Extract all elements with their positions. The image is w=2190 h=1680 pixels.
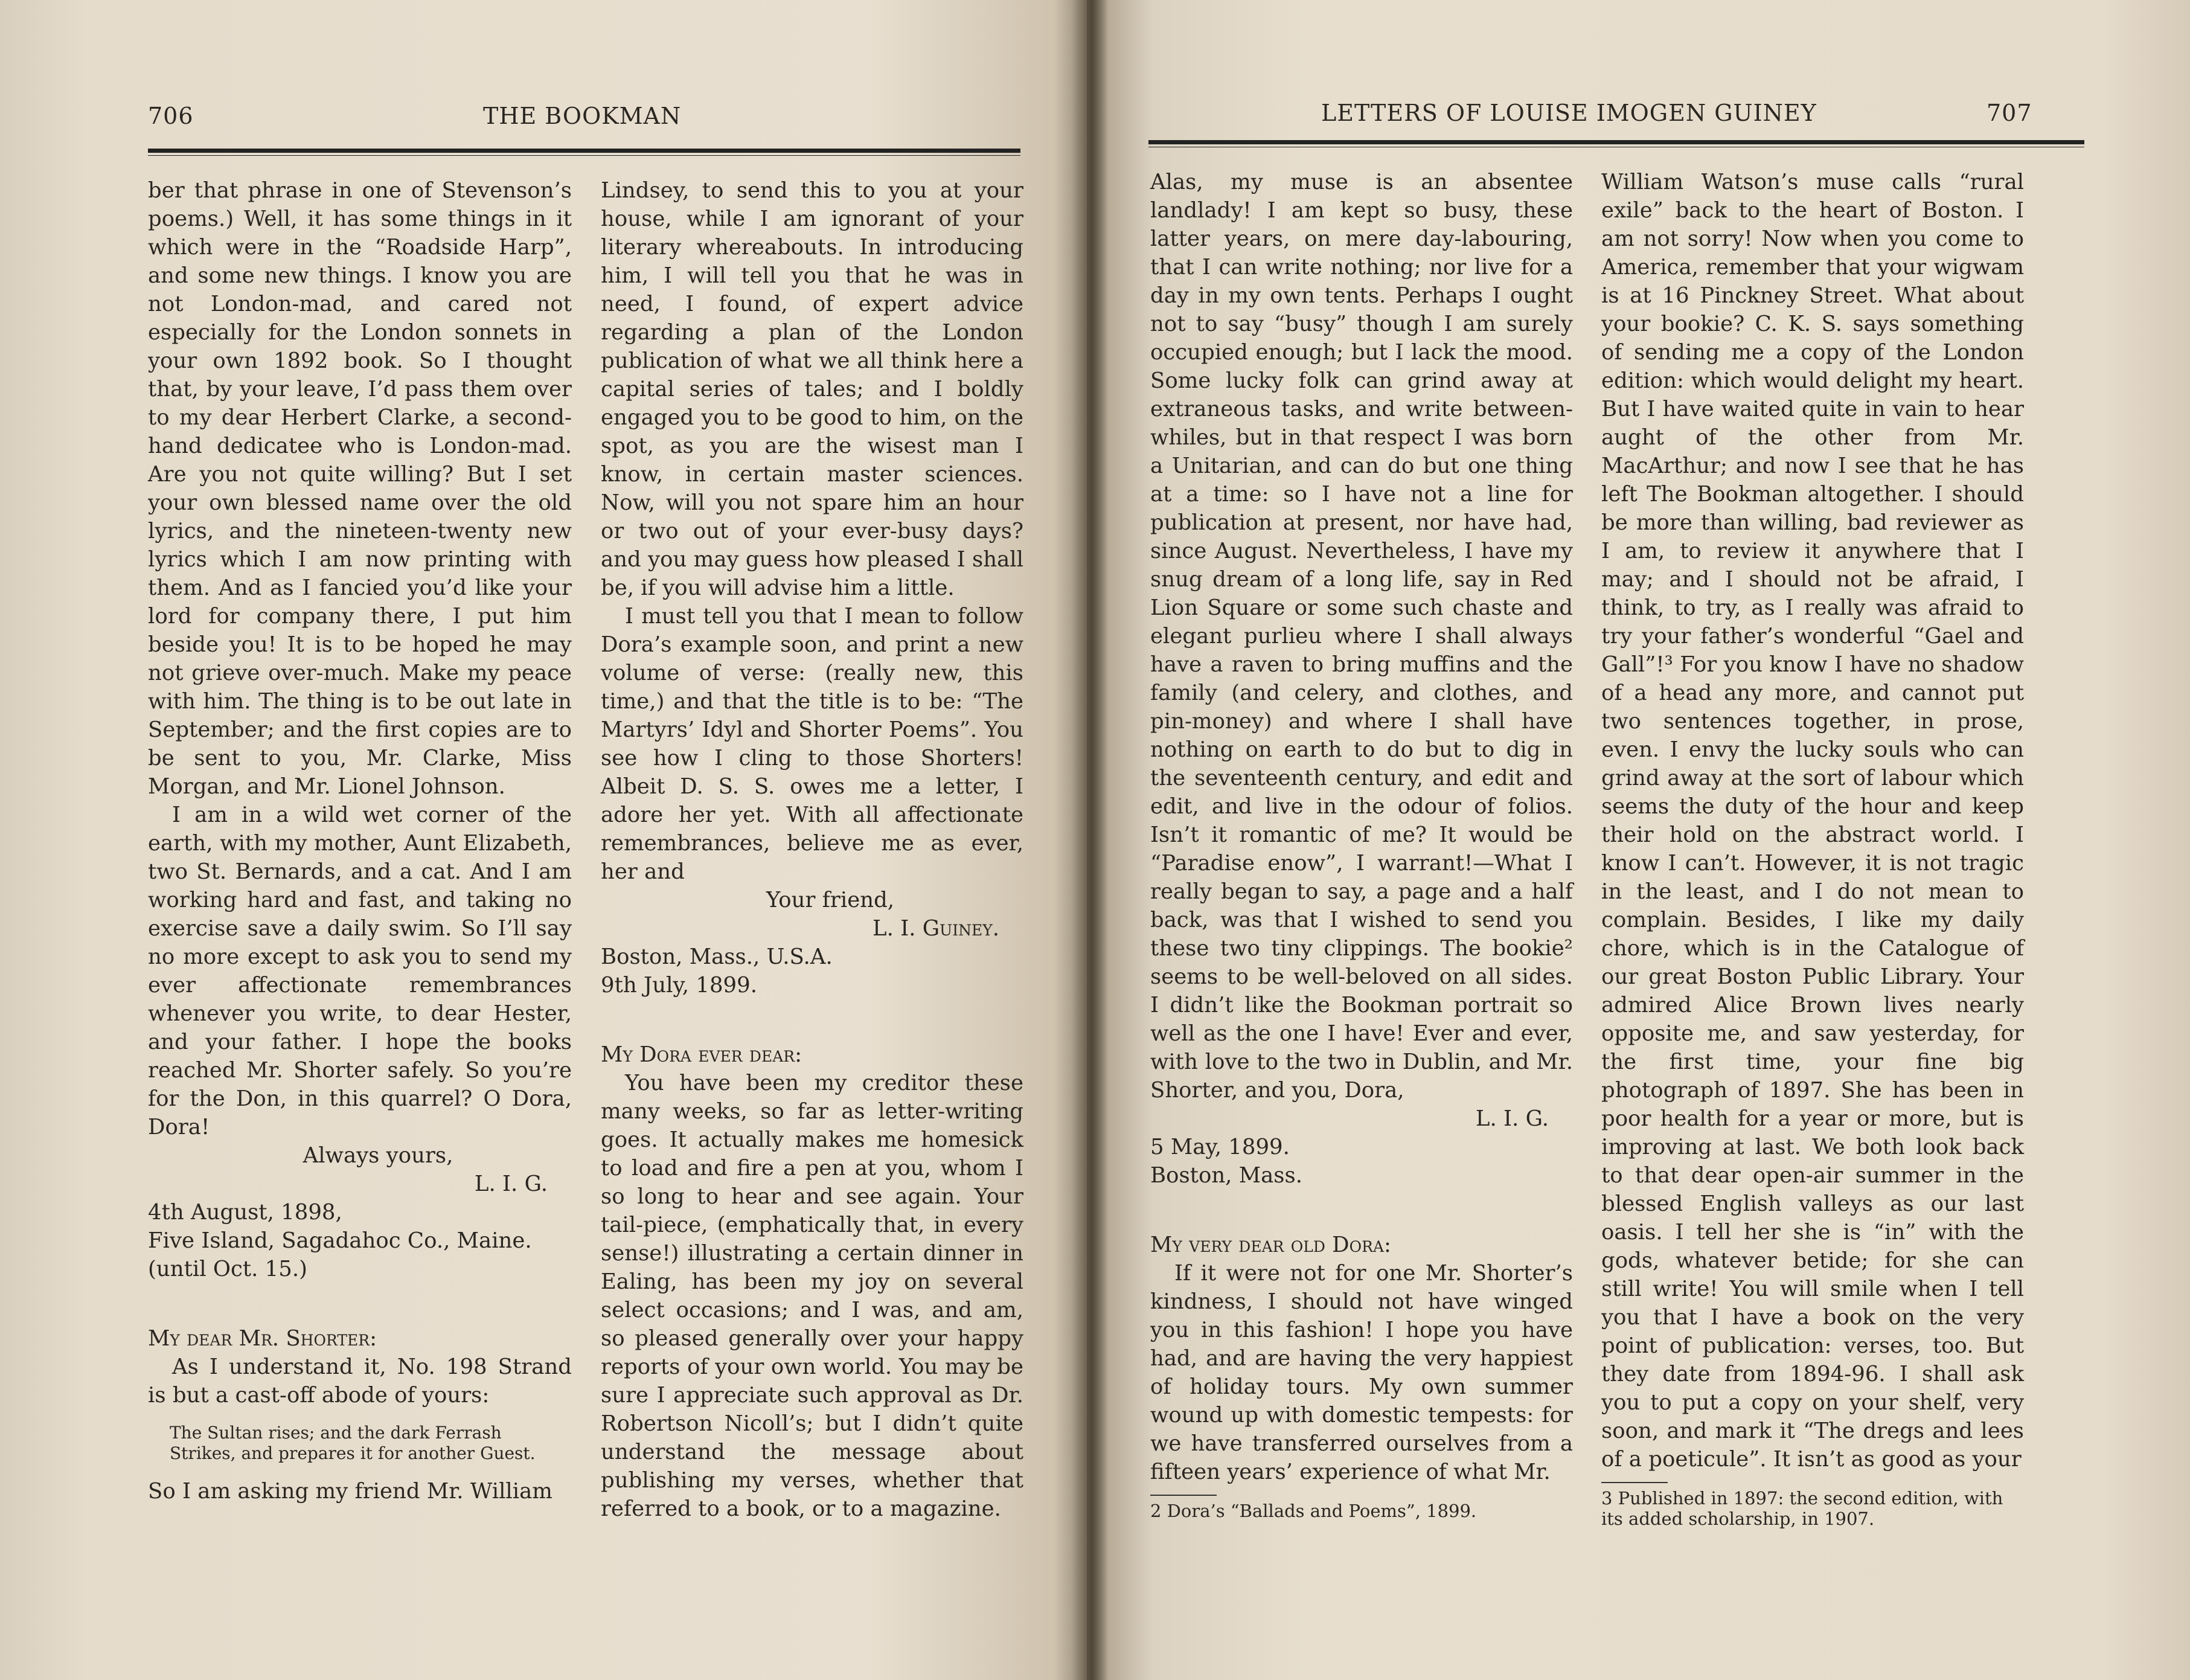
footnote: 3 Published in 1897: the second edition, with its added scholarship, in 1907. [1601, 1488, 2003, 1529]
paragraph: Lindsey, to send this to you at your house, while I am ignorant of your literary whereabouts. In introducing him, I will tell you that he was in need, I found, of expert advice regarding a plan of the London publication of what we all think here a capital series of tales; and I boldly engaged you to be good to him, on the spot, as you are the wisest man I know, in certain master sciences. Now, will you not spare him an hour or two out of your ever-busy days? and you may guess how pleased I shall be, if you will advise him a little. [601, 178, 1023, 600]
letter-date: 9th July, 1899. [601, 973, 757, 998]
header-rule [1148, 140, 2084, 147]
left-page [0, 0, 1087, 1680]
right-column-2 [1601, 168, 2024, 1529]
paragraph: So I am asking my friend Mr. William [148, 1479, 552, 1504]
paragraph: If it were not for one Mr. Shorter’s kindness, I should not have winged you in this fashion! I hope you have had, and are having the very happiest of holiday tours. My own summer wound up with domestic tempests: for we have transferred ourselves from a fifteen years’ experience of what Mr. [1150, 1261, 1573, 1484]
paragraph: Alas, my muse is an absentee landlady! I am kept so busy, these latter years, on mere day-labouring, that I can write nothing; nor live for a day in my own tents. Perhaps I ought not to say “busy” though I am surely occupied enough; but I lack the mood. Some lucky folk can grind away at extraneous tasks, and write between-whiles, but in that respect I was born a Unitarian, and can do but one thing at a time: so I have not a line for publication at present, nor have had, since August. Nevertheless, I have my snug dream of a long life, say in Red Lion Square or some such chaste and elegant purlieu where I shall always have a raven to bring muffins and the family (and celery, and clothes, and pin-money) and where I shall have nothing on earth to do but to dig in the seventeenth century, and edit and edit, and live in the odour of folios. Isn’t it romantic of me? It would be “Paradise enow”, I warrant!—What I really began to say, a page and a half back, was that I wished to send you these two tiny clippings. The bookie² seems to be well-beloved on all sides. I didn’t like the Bookman portrait so well as the one I have! Ever and ever, with love to the two in Dublin, and Mr. Shorter, and you, Dora, [1150, 170, 1573, 1103]
letter-closing: Always yours, [303, 1143, 453, 1168]
letter-signature: L. I. Guiney. [872, 916, 999, 941]
footnote: 2 Dora’s “Ballads and Poems”, 1899. [1150, 1501, 1477, 1521]
letter-signature: L. I. G. [1475, 1106, 1549, 1131]
verse-line: Strikes, and prepares it for another Guest. [170, 1443, 536, 1463]
header-rule [148, 149, 1020, 156]
letter-date: 5 May, 1899. [1150, 1135, 1290, 1159]
letter-salutation: My Dora ever dear: [601, 1042, 802, 1067]
paragraph: As I understand it, No. 198 Strand is but a cast-off abode of yours: [148, 1355, 572, 1408]
footnote-rule [1601, 1482, 1668, 1483]
letter-closing: Your friend, [766, 888, 895, 912]
verse-line: The Sultan rises; and the dark Ferrash [170, 1423, 502, 1443]
left-column-1 [148, 176, 572, 1505]
letter-date: 4th August, 1898, [148, 1200, 342, 1225]
running-head: THE BOOKMAN [483, 103, 682, 129]
paragraph: You have been my creditor these many weeks, so far as letter-writing goes. It actually makes me homesick to load and fire a pen at you, whom I so long to hear and see again. Your tail-piece, (emphatically that, in every sense!) illustrating a certain dinner in Ealing, has been my joy on several select occasions; and I was, and am, so pleased generally over your happy reports of your own world. You may be sure I appreciate such approval as Dr. Robertson Nicoll’s; but I didn’t quite understand the message about publishing my verses, whether that referred to a book, or to a magazine. [601, 1071, 1023, 1521]
letter-salutation: My dear Mr. Shorter: [148, 1326, 377, 1351]
letter-until: (until Oct. 15.) [148, 1257, 307, 1281]
right-page [1087, 0, 2190, 1680]
left-column-2 [601, 176, 1023, 1523]
right-column-1 [1150, 168, 1573, 1521]
footnote-rule [1150, 1495, 1217, 1496]
paragraph: ber that phrase in one of Stevenson’s poems.) Well, it has some things in it which were in the “Roadside Harp”, and some new things. I know you are not London-mad, and cared not especially for the London sonnets in your own 1892 book. So I thought that, by your leave, I’d pass them over to my dear Herbert Clarke, a second-hand dedicatee who is London-mad. Are you not quite willing? But I set your own blessed name over the old lyrics, and the nineteen-twenty new lyrics which I am now printing with them. And as I fancied you’d like your lord for company there, I put him beside you! It is to be hoped he may not grieve over-much. Make my peace with him. The thing is to be out late in September; and the first copies are to be sent to you, Mr. Clarke, Miss Morgan, and Mr. Lionel Johnson. [148, 178, 572, 799]
letter-place: Boston, Mass. [1150, 1163, 1302, 1188]
running-head: LETTERS OF LOUISE IMOGEN GUINEY [1321, 100, 1817, 126]
page-number: 706 [148, 103, 194, 129]
verse-quotation [170, 1423, 572, 1464]
book-gutter [1072, 0, 1108, 1680]
paragraph: I am in a wild wet corner of the earth, with my mother, Aunt Elizabeth, two St. Bernards, and a cat. And I am working hard and fast, and taking no exercise save a daily swim. So I’ll say no more except to ask you to send my ever affectionate remembrances whenever you write, to dear Hester, and your father. I hope the books reached Mr. Shorter safely. So you’re for the Don, in this quarrel? O Dora, Dora! [148, 803, 572, 1140]
letter-signature: L. I. G. [474, 1172, 548, 1196]
letter-place: Five Island, Sagadahoc Co., Maine. [148, 1228, 532, 1253]
letter-salutation: My very dear old Dora: [1150, 1233, 1391, 1257]
paragraph: William Watson’s muse calls “rural exile” back to the heart of Boston. I am not sorry! Now when you come to America, remember that your wigwam is at 16 Pinckney Street. What about your bookie? C. K. S. says something of sending me a copy of the London edition: which would delight my heart. But I have waited quite in vain to hear aught of the other from Mr. MacArthur; and now I see that he has left The Bookman altogether. I should be more than willing, bad reviewer as I am, to review it anywhere that I may; and I should not be afraid, I think, to try, as I really was afraid to try your father’s wonderful “Gael and Gall”!³ For you know I have no shadow of a head any more, and cannot put two sentences together, in prose, even. I envy the lucky souls who can grind away at the sort of labour which seems the duty of the hour and keep their hold on the abstract world. I know I can’t. However, it is not tragic in the least, and I do not mean to complain. Besides, I like my daily chore, which is in the Catalogue of our great Boston Public Library. Your admired Alice Brown lives nearly opposite me, and saw yesterday, for the first time, your fine big photograph of 1897. She has been in poor health for a year or more, but is improving at last. We both look back to that dear open-air summer in the blessed English valleys as our last oasis. I tell her she is “in” with the gods, whatever betide; for she can still write! You will smile when I tell you that I have a book on the very point of publication: verses, too. But they date from 1894-96. I shall ask you to put a copy on your shelf, very soon, and mark it “The dregs and lees of a poeticule”. It isn’t as good as your [1601, 170, 2024, 1472]
page-number: 707 [1987, 100, 2032, 126]
paragraph: I must tell you that I mean to follow Dora’s example soon, and print a new volume of verse: (really new, this time,) and that the title is to be: “The Martyrs’ Idyl and Shorter Poems”. You see how I cling to those Shorters! Albeit D. S. S. owes me a letter, I adore her yet. With all affectionate remembrances, believe me as ever, her and [601, 604, 1023, 884]
letter-place: Boston, Mass., U.S.A. [601, 944, 833, 969]
